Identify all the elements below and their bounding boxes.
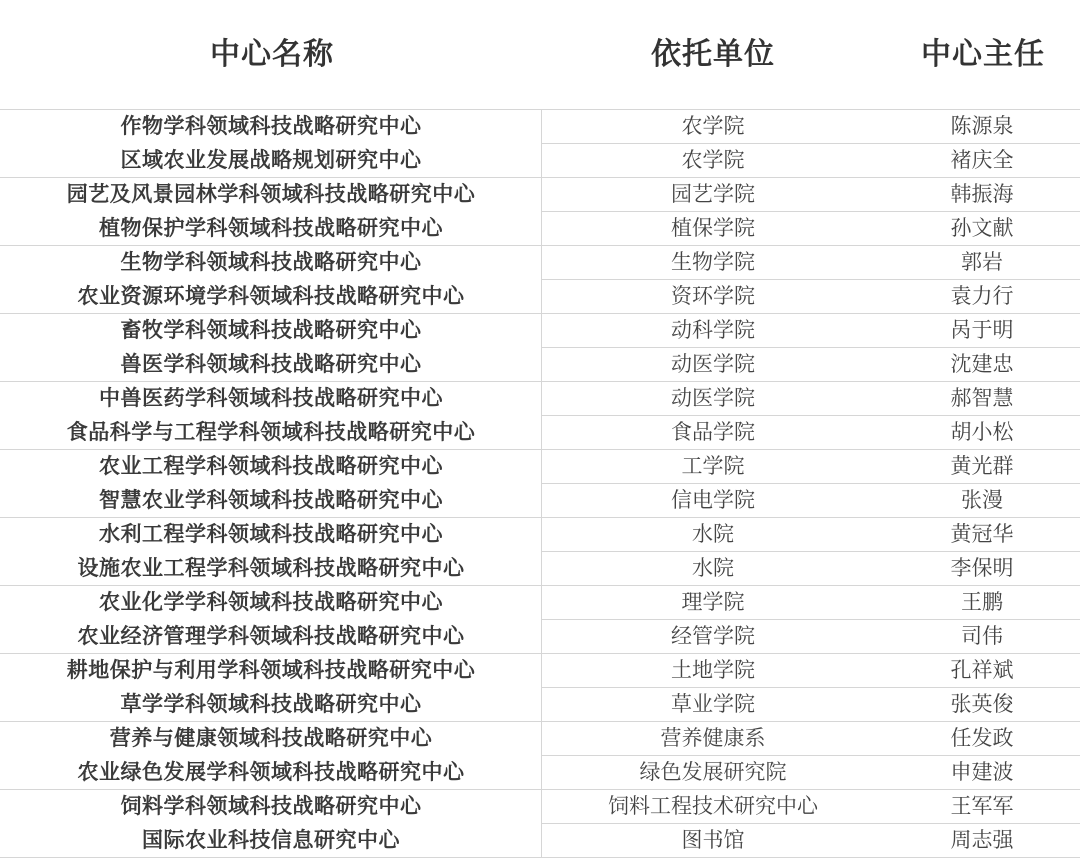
header-center-name: 中心名称 [210, 37, 334, 72]
center-name-cell: 畜牧学科领域科技战略研究中心 [120, 318, 422, 342]
director-cell: 袁力行 [950, 284, 1014, 308]
director-cell: 韩振海 [950, 182, 1014, 206]
director-cell: 沈建忠 [950, 352, 1014, 376]
director-cell: 王军军 [950, 794, 1014, 818]
table-bottom-border [0, 857, 1080, 858]
host-unit-cell: 绿色发展研究院 [639, 760, 787, 784]
center-name-cell: 食品科学与工程学科领域科技战略研究中心 [66, 420, 476, 444]
host-unit-cell: 农学院 [681, 148, 745, 172]
director-cell: 司伟 [961, 624, 1003, 648]
center-name-cell: 生物学科领域科技战略研究中心 [120, 250, 422, 274]
center-name-cell: 草学学科领域科技战略研究中心 [120, 692, 422, 716]
center-name-cell: 水利工程学科领域科技战略研究中心 [99, 522, 443, 546]
table-header [0, 0, 1080, 109]
table-row [0, 687, 1080, 721]
center-name-cell: 园艺及风景园林学科领域科技战略研究中心 [66, 182, 476, 206]
center-name-cell: 作物学科领域科技战略研究中心 [120, 114, 422, 138]
director-cell: 褚庆全 [950, 148, 1014, 172]
table-body [0, 109, 1080, 857]
center-name-cell: 农业资源环境学科领域科技战略研究中心 [77, 284, 465, 308]
host-unit-cell: 经管学院 [671, 624, 755, 648]
host-unit-cell: 动医学院 [671, 386, 755, 410]
host-unit-cell: 土地学院 [671, 658, 755, 682]
table-row [0, 415, 1080, 449]
director-cell: 张英俊 [950, 692, 1014, 716]
host-unit-cell: 食品学院 [671, 420, 755, 444]
director-cell: 黄冠华 [950, 522, 1014, 546]
table-row [0, 313, 1080, 347]
director-cell: 黄光群 [950, 454, 1014, 478]
director-cell: 郭岩 [961, 250, 1003, 274]
table-row [0, 789, 1080, 823]
director-cell: 王鹏 [961, 590, 1003, 614]
table-row [0, 177, 1080, 211]
director-cell: 周志强 [950, 828, 1014, 852]
director-cell: 孔祥斌 [950, 658, 1014, 682]
center-name-cell: 国际农业科技信息研究中心 [142, 828, 400, 852]
table-row [0, 347, 1080, 381]
table-row [0, 585, 1080, 619]
table-row [0, 823, 1080, 857]
table-row [0, 653, 1080, 687]
director-cell: 胡小松 [950, 420, 1014, 444]
host-unit-cell: 园艺学院 [671, 182, 755, 206]
host-unit-cell: 饲料工程技术研究中心 [608, 794, 818, 818]
table-row [0, 279, 1080, 313]
center-name-cell: 中兽医药学科领域科技战略研究中心 [99, 386, 443, 410]
director-cell: 孙文献 [950, 216, 1014, 240]
host-unit-cell: 植保学院 [671, 216, 755, 240]
center-name-cell: 农业工程学科领域科技战略研究中心 [99, 454, 443, 478]
center-name-cell: 兽医学科领域科技战略研究中心 [120, 352, 422, 376]
center-name-cell: 智慧农业学科领域科技战略研究中心 [99, 488, 443, 512]
table-row [0, 245, 1080, 279]
director-cell: 申建波 [950, 760, 1014, 784]
table-row [0, 483, 1080, 517]
center-name-cell: 农业绿色发展学科领域科技战略研究中心 [77, 760, 465, 784]
director-cell: 任发政 [950, 726, 1014, 750]
host-unit-cell: 图书馆 [681, 828, 745, 852]
director-cell: 郝智慧 [950, 386, 1014, 410]
table-row [0, 143, 1080, 177]
host-unit-cell: 资环学院 [671, 284, 755, 308]
center-name-cell: 设施农业工程学科领域科技战略研究中心 [77, 556, 465, 580]
director-cell: 张漫 [961, 488, 1003, 512]
director-cell: 陈源泉 [950, 114, 1014, 138]
host-unit-cell: 营养健康系 [660, 726, 766, 750]
table-row [0, 721, 1080, 755]
host-unit-cell: 工学院 [681, 454, 745, 478]
director-cell: 李保明 [950, 556, 1014, 580]
table-row [0, 381, 1080, 415]
host-unit-cell: 水院 [692, 556, 734, 580]
host-unit-cell: 理学院 [681, 590, 745, 614]
center-name-cell: 饲料学科领域科技战略研究中心 [120, 794, 422, 818]
center-name-cell: 耕地保护与利用学科领域科技战略研究中心 [66, 658, 476, 682]
table-row [0, 755, 1080, 789]
table-row [0, 449, 1080, 483]
center-name-cell: 农业化学学科领域科技战略研究中心 [99, 590, 443, 614]
host-unit-cell: 动医学院 [671, 352, 755, 376]
center-name-cell: 农业经济管理学科领域科技战略研究中心 [77, 624, 465, 648]
host-unit-cell: 草业学院 [671, 692, 755, 716]
center-name-cell: 营养与健康领域科技战略研究中心 [109, 726, 433, 750]
header-host-unit: 依托单位 [651, 37, 775, 72]
table-row [0, 211, 1080, 245]
host-unit-cell: 动科学院 [671, 318, 755, 342]
host-unit-cell: 农学院 [681, 114, 745, 138]
center-name-cell: 区域农业发展战略规划研究中心 [120, 148, 422, 172]
host-unit-cell: 水院 [692, 522, 734, 546]
table-row [0, 109, 1080, 143]
table-row [0, 619, 1080, 653]
host-unit-cell: 信电学院 [671, 488, 755, 512]
header-center-director: 中心主任 [921, 37, 1045, 72]
center-name-cell: 植物保护学科领域科技战略研究中心 [99, 216, 443, 240]
director-cell: 呙于明 [950, 318, 1014, 342]
table-row [0, 517, 1080, 551]
host-unit-cell: 生物学院 [671, 250, 755, 274]
table-row [0, 551, 1080, 585]
